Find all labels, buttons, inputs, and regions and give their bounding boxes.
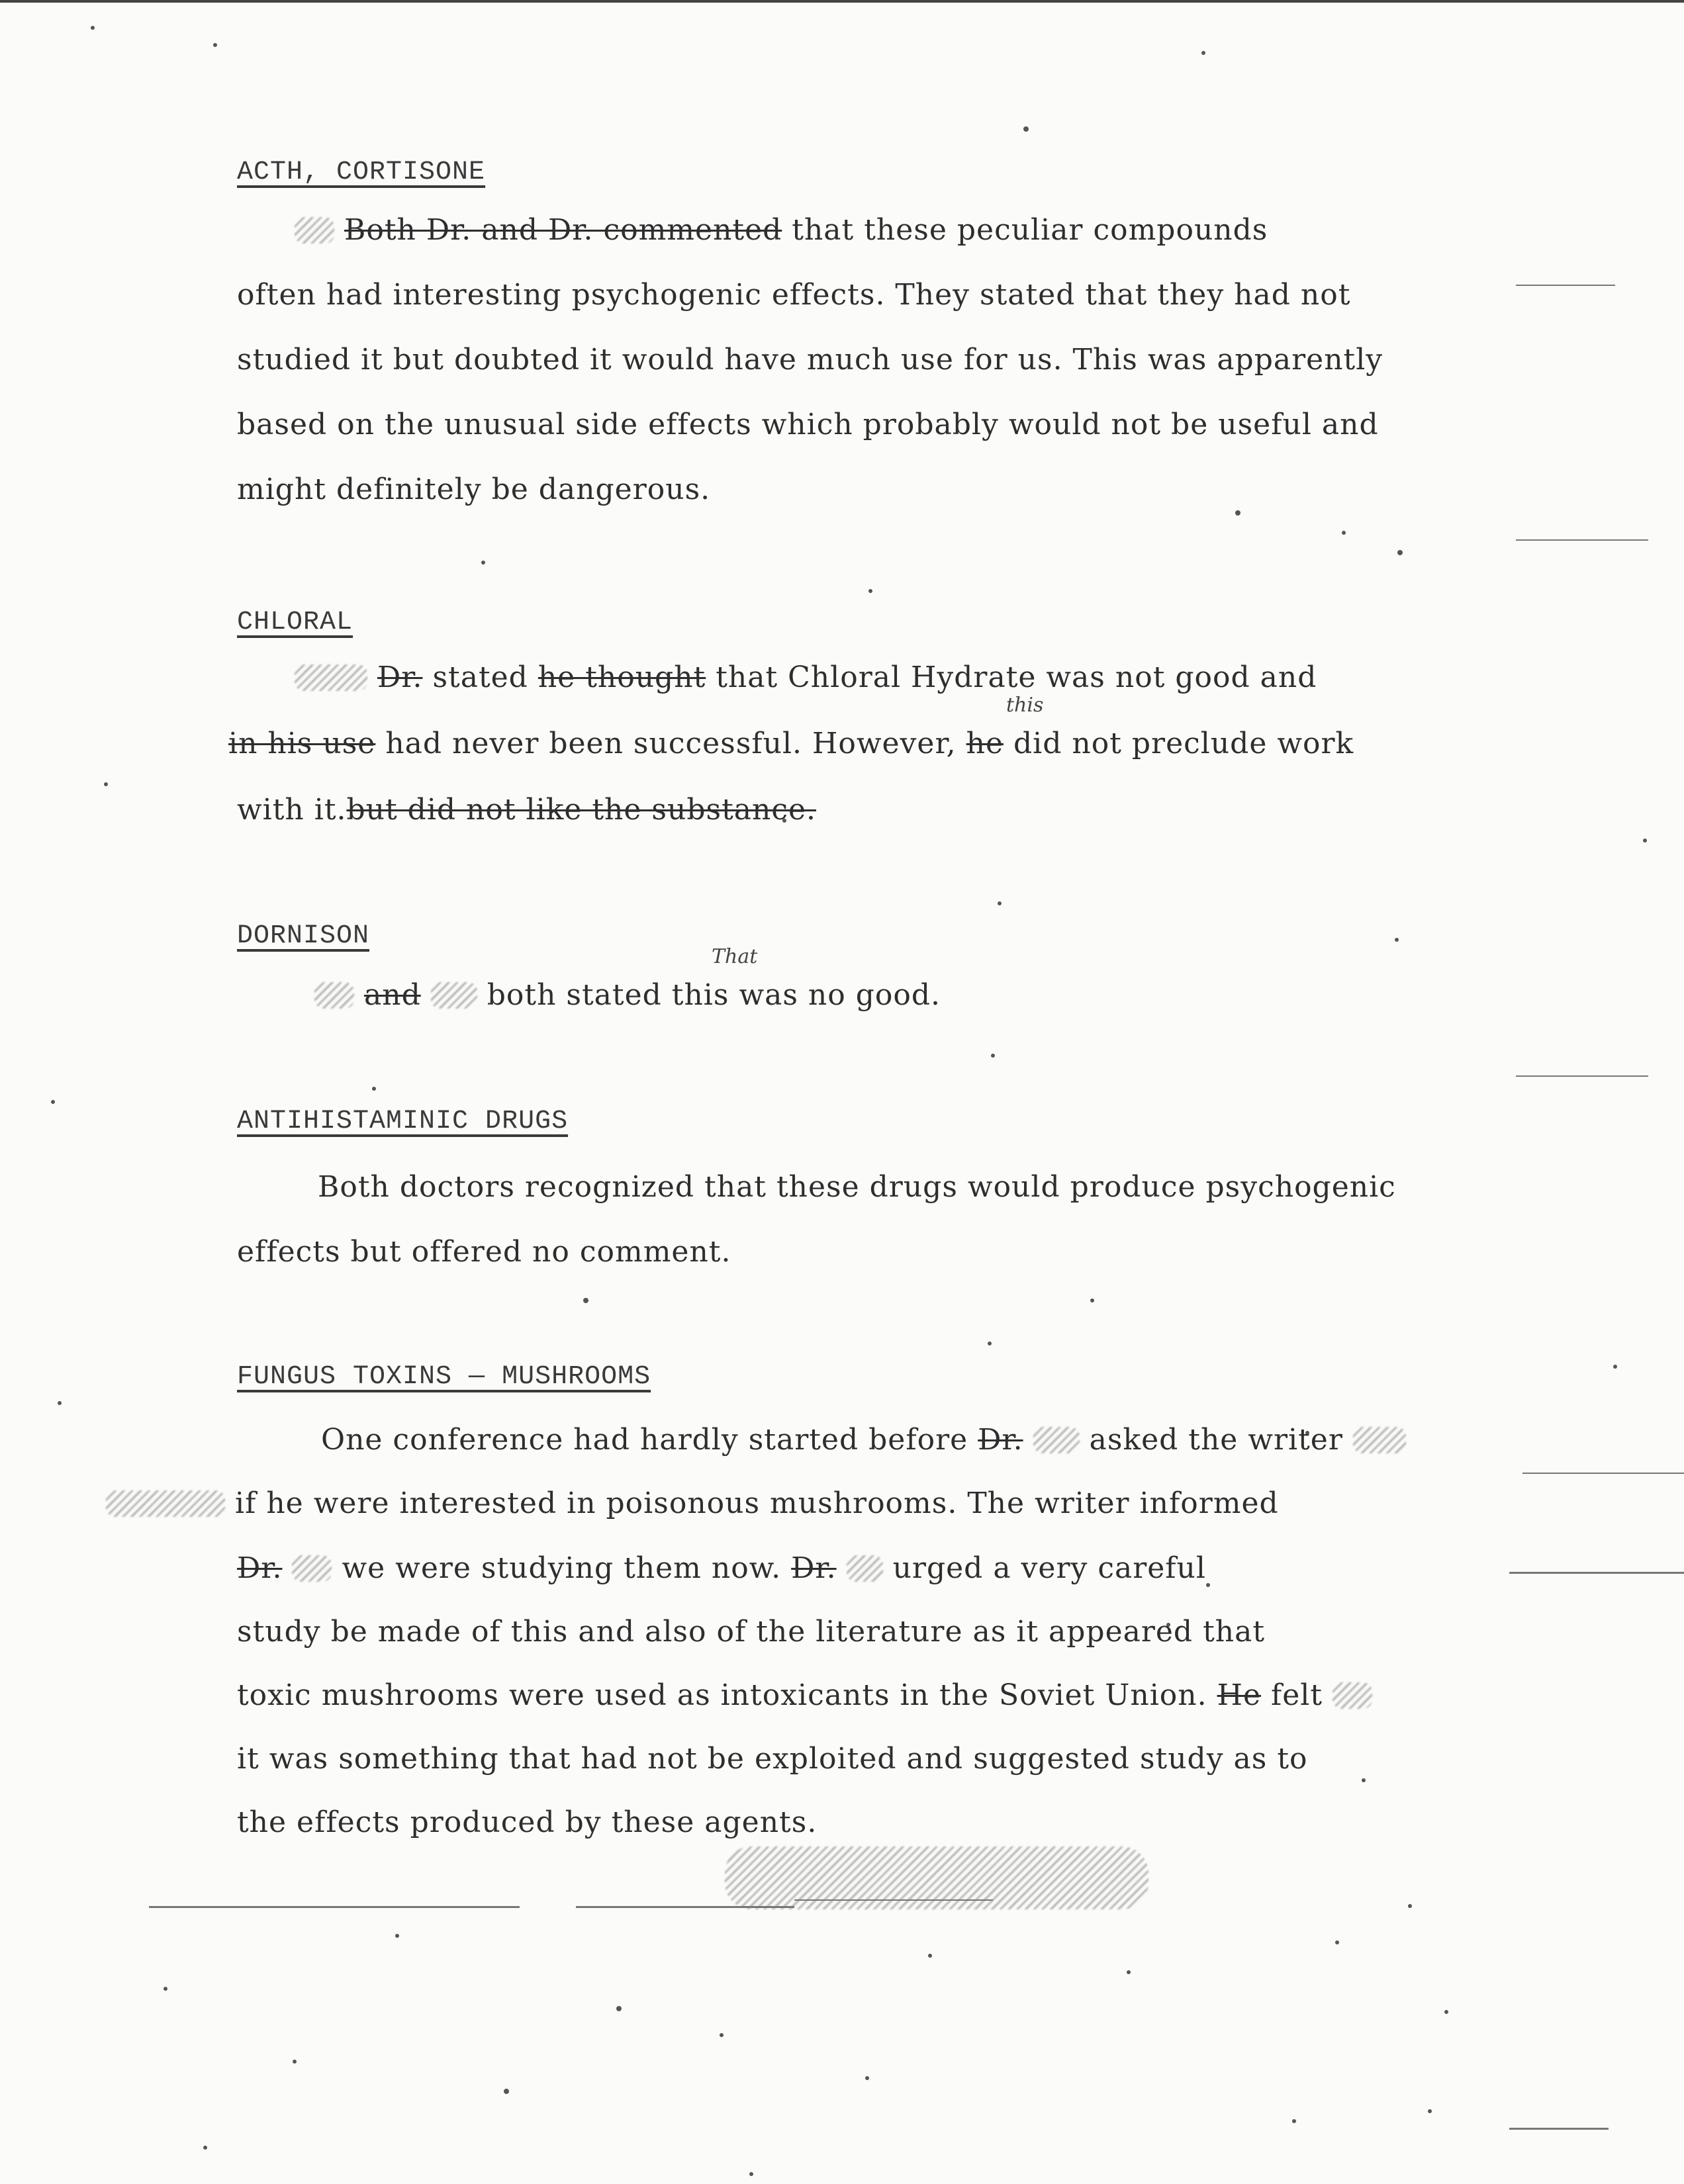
redaction [1333,1682,1372,1709]
text-line: Both doctors recognized that these drugs would produce psychogenic [318,1170,1396,1204]
redaction [847,1555,883,1582]
text-line: in his use had never been successful. However, he did not preclude work [228,727,1354,760]
redaction [295,217,334,244]
text-line: Dr. we were studying them now. Dr. urged a very careful [237,1551,1206,1585]
redaction [292,1555,332,1582]
section-heading-dornison: DORNISON [237,921,370,951]
text-line: effects but offered no comment. [237,1235,731,1269]
redaction [431,982,477,1009]
text-line: and both stated this was no good. [314,978,941,1012]
section-heading-antihistaminic: ANTIHISTAMINIC DRUGS [237,1107,569,1136]
section-heading-acth: ACTH, CORTISONE [237,158,486,187]
text-line: the effects produced by these agents. [237,1805,818,1839]
text-line: it was something that had not be exploited and suggested study as to [237,1742,1308,1776]
redaction [106,1490,225,1517]
text-line: might definitely be dangerous. [237,473,711,506]
redaction [1033,1427,1080,1453]
redaction [314,982,354,1009]
section-heading-chloral: CHLORAL [237,608,353,637]
text-line: studied it but doubted it would have much use for us. This was apparently [237,343,1383,377]
text-line: Both Dr. and Dr. commented that these peculiar compounds [295,213,1268,247]
text-line: study be made of this and also of the literature as it appeared that [237,1615,1265,1649]
redaction [1353,1427,1406,1453]
text-line: based on the unusual side effects which probably would not be useful and [237,408,1379,441]
text-line: with it.but did not like the substance. [237,793,817,827]
text-line: if he were interested in poisonous mushrooms. The writer informed [106,1486,1279,1520]
text-line: One conference had hardly started before Dr. asked the writer [321,1423,1406,1457]
redaction-block [725,1846,1148,1909]
redaction [295,664,367,691]
handwritten-insert: That [712,945,758,968]
text-line: Dr. stated he thought that Chloral Hydrate was not good and [295,660,1317,694]
text-line: toxic mushrooms were used as intoxicants in the Soviet Union. He felt [237,1678,1372,1712]
text-line: often had interesting psychogenic effects. They stated that they had not [237,278,1351,312]
section-heading-fungus: FUNGUS TOXINS — MUSHROOMS [237,1362,651,1392]
handwritten-insert: this [1006,694,1044,717]
